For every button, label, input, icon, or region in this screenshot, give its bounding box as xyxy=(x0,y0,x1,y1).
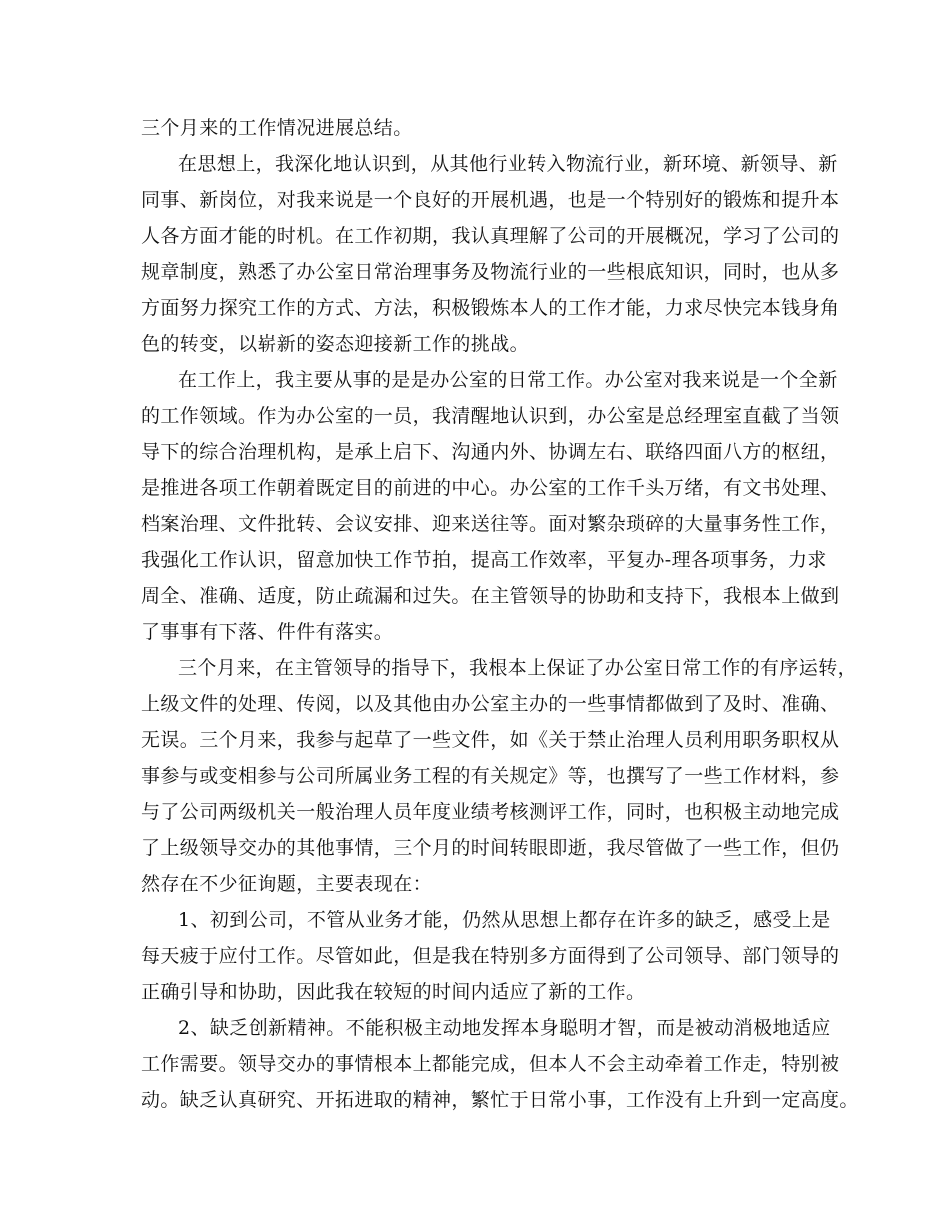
paragraph-first-line: 三个月来，在主管领导的指导下，我根本上保证了办公室日常工作的有序运转， xyxy=(178,657,858,679)
text-line: 了事事有下落、件件有落实。 xyxy=(141,621,394,643)
list-item-first-line: 2、缺乏创新精神。不能积极主动地发挥本身聪明才智，而是被动消极地适应 xyxy=(178,1017,831,1039)
text-line: 的工作领域。作为办公室的一员，我清醒地认识到，办公室是总经理室直截了当领 xyxy=(141,405,840,427)
paragraph-first-line: 在工作上，我主要从事的是是办公室的日常工作。办公室对我来说是一个全新 xyxy=(178,369,838,391)
text-line: 上级文件的处理、传阅，以及其他由办公室主办的一些事情都做到了及时、准确、 xyxy=(141,693,840,715)
text-line: 档案治理、文件批转、会议安排、迎来送往等。面对繁杂琐碎的大量事务性工作， xyxy=(141,513,840,535)
list-item-first-line: 1、初到公司，不管从业务才能，仍然从思想上都存在许多的缺乏，感受上是 xyxy=(178,909,831,931)
text-line: 无误。三个月来，我参与起草了一些文件，如《关于禁止治理人员利用职务职权从 xyxy=(141,729,840,751)
text-line: 色的转变，以崭新的姿态迎接新工作的挑战。 xyxy=(141,333,530,355)
text-line: 人各方面才能的时机。在工作初期，我认真理解了公司的开展概况，学习了公司的 xyxy=(141,225,840,247)
text-line: 方面努力探究工作的方式、方法，积极锻炼本人的工作才能，力求尽快完本钱身角 xyxy=(141,297,840,319)
text-line: 了上级领导交办的其他事情，三个月的时间转眼即逝，我尽管做了一些工作，但仍 xyxy=(141,837,840,859)
text-line: 同事、新岗位，对我来说是一个良好的开展机遇，也是一个特别好的锻炼和提升本 xyxy=(141,189,840,211)
text-line: 与了公司两级机关一般治理人员年度业绩考核测评工作，同时，也积极主动地完成 xyxy=(141,801,840,823)
text-line: 导下的综合治理机构，是承上启下、沟通内外、协调左右、联络四面八方的枢纽， xyxy=(141,441,840,463)
text-line: 规章制度，熟悉了办公室日常治理事务及物流行业的一些根底知识，同时，也从多 xyxy=(141,261,840,283)
text-line: 我强化工作认识，留意加快工作节拍，提高工作效率，平复办-理各项事务，力求 xyxy=(141,549,827,571)
text-line: 事参与或变相参与公司所属业务工程的有关规定》等，也撰写了一些工作材料，参 xyxy=(141,765,840,787)
text-line: 动。缺乏认真研究、开拓进取的精神，繁忙于日常小事，工作没有上升到一定高度。 xyxy=(141,1089,859,1111)
text-line: 三个月来的工作情况进展总结。 xyxy=(141,117,413,139)
text-line: 正确引导和协助，因此我在较短的时间内适应了新的工作。 xyxy=(141,981,646,1003)
text-line: 是推进各项工作朝着既定目的前进的中心。办公室的工作千头万绪，有文书处理、 xyxy=(141,477,840,499)
text-line: 每天疲于应付工作。尽管如此，但是我在特别多方面得到了公司领导、部门领导的 xyxy=(141,945,840,967)
text-line: 工作需要。领导交办的事情根本上都能完成，但本人不会主动牵着工作走，特别被 xyxy=(141,1053,840,1075)
text-line: 周全、准确、适度，防止疏漏和过失。在主管领导的协助和支持下，我根本上做到 xyxy=(141,585,840,607)
text-line: 然存在不少征询题，主要表现在： xyxy=(141,873,433,895)
paragraph-first-line: 在思想上，我深化地认识到，从其他行业转入物流行业，新环境、新领导、新 xyxy=(178,153,838,175)
